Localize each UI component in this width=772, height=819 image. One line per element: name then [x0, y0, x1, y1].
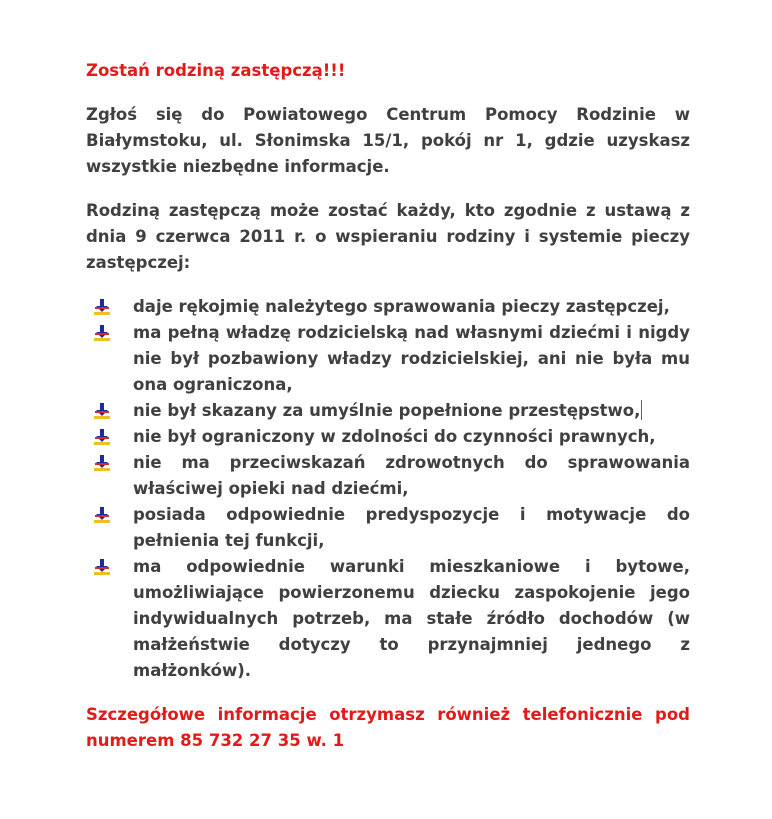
arrow-bullet-icon [94, 403, 110, 419]
list-item [86, 554, 690, 684]
requirement-text: daje rękojmię należytego sprawowania pieczy zastępczej, [133, 297, 670, 316]
list-item [86, 502, 690, 554]
eligibility-intro: Rodziną zastępczą może zostać każdy, kto zgodnie z ustawą z dnia 9 czerwca 2011 r. o wspieraniu rodziny i systemie pieczy zastępczej: [86, 201, 690, 272]
requirement-text: ma pełną władzę rodzicielską nad własnymi dziećmi i nigdy nie był pozbawiony władzy rodzicielskiej, ani nie była mu ona ograniczona, [133, 323, 690, 394]
requirement-text: nie był skazany za umyślnie popełnione przestępstwo, [133, 401, 641, 420]
contact-info: Szczegółowe informacje otrzymasz również telefonicznie pod numerem 85 732 27 35 w. 1 [86, 705, 690, 750]
list-item [86, 320, 690, 398]
requirement-text: nie był ograniczony w zdolności do czynności prawnych, [133, 427, 656, 446]
arrow-bullet-icon [94, 455, 110, 471]
list-item [86, 450, 690, 502]
requirement-text: nie ma przeciwskazań zdrowotnych do sprawowania właściwej opieki nad dziećmi, [133, 453, 690, 498]
arrow-bullet-icon [94, 299, 110, 315]
list-item [86, 398, 690, 424]
text-cursor [641, 400, 642, 420]
intro-paragraph: Zgłoś się do Powiatowego Centrum Pomocy Rodzinie w Białymstoku, ul. Słonimska 15/1, pokój nr 1, gdzie uzyskasz wszystkie niezbędne informacje. [86, 105, 690, 176]
arrow-bullet-icon [94, 325, 110, 341]
arrow-bullet-icon [94, 507, 110, 523]
requirements-list [86, 294, 690, 684]
list-item [86, 294, 690, 320]
list-item [86, 424, 690, 450]
arrow-bullet-icon [94, 429, 110, 445]
requirement-text: posiada odpowiednie predyspozycje i motywacje do pełnienia tej funkcji, [133, 505, 690, 550]
document-body [86, 58, 690, 754]
requirement-text: ma odpowiednie warunki mieszkaniowe i bytowe, umożliwiające powierzonemu dziecku zaspokojenie jego indywidualnych potrzeb, ma stałe źródło dochodów (w małżeństwie dotyczy to przynajmniej jednego z małżonków). [133, 557, 690, 680]
arrow-bullet-icon [94, 559, 110, 575]
page-title: Zostań rodziną zastępczą!!! [86, 61, 346, 80]
